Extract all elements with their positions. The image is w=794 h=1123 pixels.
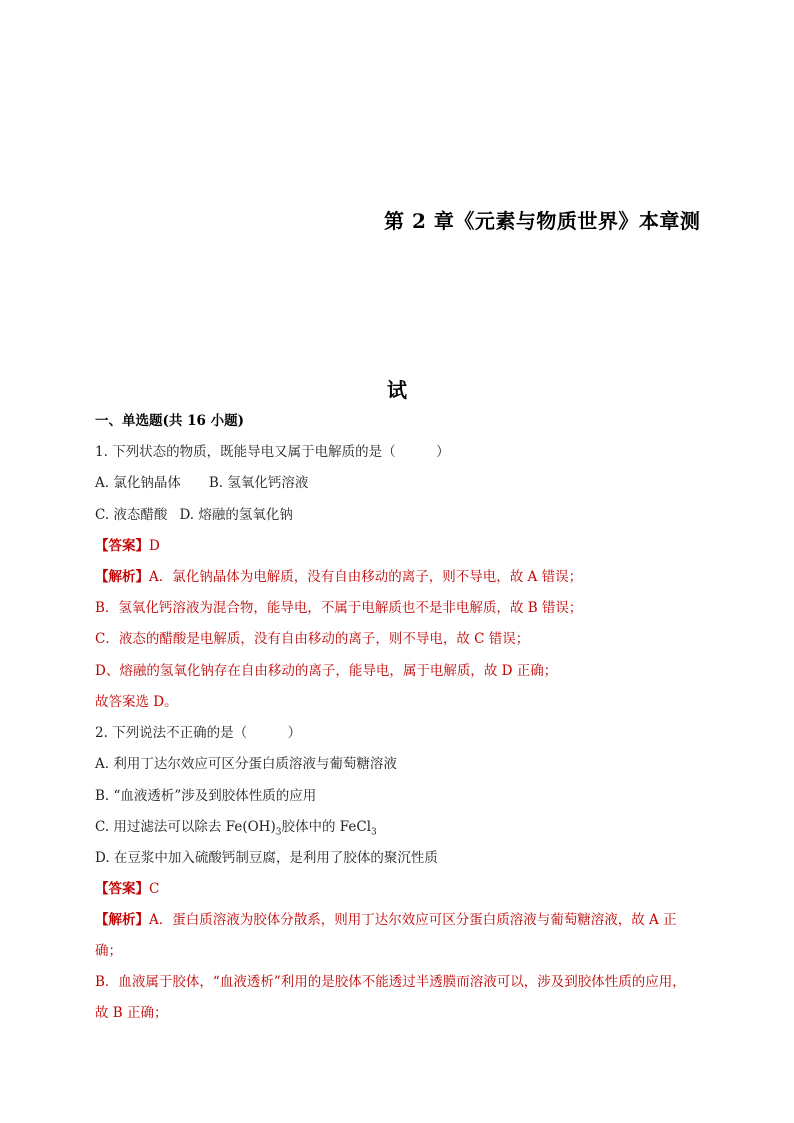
q2-analysis-line-2: B．血液属于胶体，“血液透析”利用的是胶体不能透过半透膜而溶液可以，涉及到胶体性质的应用， [95,974,686,990]
q2-option-d: D. 在豆浆中加入硫酸钙制豆腐，是利用了胶体的聚沉性质 [95,850,438,866]
q2-option-b: B. “血液透析”涉及到胶体性质的应用 [95,788,317,804]
q1-analysis-line-2: B．氢氧化钙溶液为混合物，能导电，不属于电解质也不是非电解质，故 B 错误； [95,600,583,616]
q1-option-d: D. 熔融的氢氧化钠 [179,507,293,523]
q1-analysis-line-4: D、熔融的氢氧化钠存在自由移动的离子，能导电，属于电解质，故 D 正确； [95,663,558,679]
section-heading: 一、单选题(共 16 小题) [95,413,244,429]
analysis-tag: 【解析】 [95,569,149,585]
q2-option-c: C. 用过滤法可以除去 $Fe(OH)_3$胶体中的 FeCl$_3$ [95,819,377,838]
answer-value: D [149,538,160,554]
q2-option-a: A. 利用丁达尔效应可区分蛋白质溶液与葡萄糖溶液 [95,756,397,772]
answer-tag: 【答案】 [95,881,149,897]
q1-option-c: C. 液态醋酸 [95,507,168,523]
q2-answer [95,880,159,898]
q1-option-a: A. 氯化钠晶体 [95,475,181,491]
q1-answer [95,537,160,555]
page-title-continuation: 试 [387,378,407,402]
page-title: 第 2 章《元素与物质世界》本章测 [384,209,701,233]
q1-analysis-line-1: 【解析】A．氯化钠晶体为电解质，没有自由移动的离子，则不导电，故 A 错误； [95,569,583,585]
answer-tag: 【答案】 [95,538,149,554]
q2-analysis-line-1b: 确； [95,943,122,959]
q1-stem: 1. 下列状态的物质，既能导电又属于电解质的是（ ） [95,444,450,460]
q2-analysis-line-2b: 故 B 正确； [95,1005,168,1021]
q1-analysis-line-3: C．液态的醋酸是电解质，没有自由移动的离子，则不导电，故 C 错误； [95,631,530,647]
q1-options-ab [95,474,308,492]
q1-options-cd [95,506,293,524]
q1-option-b: B. 氢氧化钙溶液 [208,475,309,491]
q2-stem: 2. 下列说法不正确的是（ ） [95,725,302,741]
answer-value: C [149,881,160,897]
q1-analysis-line-5: 故答案选 D。 [95,694,178,710]
analysis-tag: 【解析】 [95,912,149,928]
q2-analysis-line-1: 【解析】A．蛋白质溶液为胶体分散系，则用丁达尔效应可区分蛋白质溶液与葡萄糖溶液，故 A 正 [95,912,677,928]
